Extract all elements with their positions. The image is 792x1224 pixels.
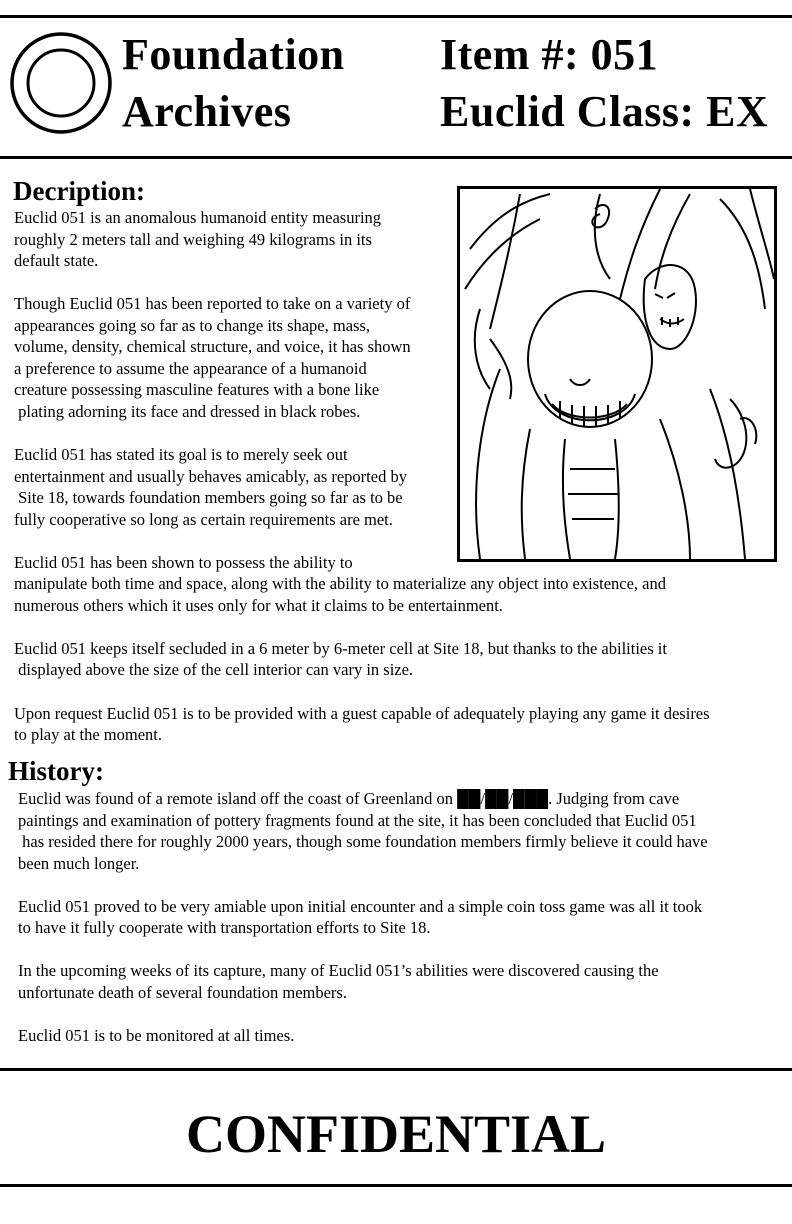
description-text-line: Euclid 051 keeps itself secluded in a 6 meter by 6-meter cell at Site 18, but thanks to the abilities it [14, 638, 667, 658]
history-text-line: to have it fully cooperate with transportation efforts to Site 18. [18, 918, 431, 938]
history-text-line: paintings and examination of pottery fragments found at the site, it has been concluded that Euclid 051 [18, 810, 697, 830]
header-rule [0, 156, 792, 159]
description-text-line: Upon request Euclid 051 is to be provided with a guest capable of adequately playing any game it desires [14, 703, 710, 723]
description-text-line: displayed above the size of the cell interior can vary in size. [14, 660, 414, 680]
top-rule [0, 15, 792, 18]
description-heading: Decription: [13, 176, 145, 206]
description-text-line: numerous others which it uses only for what it claims to be entertainment. [14, 595, 503, 615]
description-text-line: Euclid 051 is an anomalous humanoid entity measuring [14, 208, 382, 227]
history-blank-line [18, 874, 708, 896]
history-blank-line [18, 1003, 708, 1025]
history-blank-line [18, 939, 708, 961]
org-name-line1: Foundation [122, 30, 345, 79]
description-text-line: Euclid 051 has been shown to possess the ability to [14, 552, 353, 572]
foundation-logo-icon [9, 31, 113, 135]
item-number: Item #: 051 [440, 30, 659, 79]
confidential-stamp: CONFIDENTIAL [185, 1104, 607, 1164]
description-blank-line [14, 616, 710, 638]
description-body [14, 207, 710, 746]
description-text-line: plating adorning its face and dressed in black robes. [14, 401, 361, 421]
description-blank-line [14, 530, 710, 552]
description-blank-line [14, 681, 710, 703]
description-text-line: default state. [14, 251, 99, 271]
history-text-line: been much longer. [18, 853, 140, 873]
description-text-line: Euclid 051 has stated its goal is to merely seek out [14, 445, 348, 465]
description-text-line: volume, density, chemical structure, and voice, it has shown [14, 337, 411, 357]
description-text-line: Though Euclid 051 has been reported to take on a variety of [14, 294, 411, 314]
org-name-line2: Archives [122, 87, 292, 136]
footer-top-rule [0, 1068, 792, 1071]
description-text-line: Site 18, towards foundation members going so far as to be [14, 488, 403, 508]
description-text-line: manipulate both time and space, along with the ability to materialize any object into existence, and [14, 574, 666, 594]
history-body [18, 788, 708, 1047]
history-text-line: Euclid 051 proved to be very amiable upon initial encounter and a simple coin toss game was all it took [18, 896, 703, 916]
history-text-line: In the upcoming weeks of its capture, many of Euclid 051’s abilities were discovered causing the [18, 961, 659, 981]
description-blank-line [14, 422, 710, 444]
description-blank-line [14, 272, 710, 294]
history-text-line: has resided there for roughly 2000 years, though some foundation members firmly believe it could have [18, 832, 708, 852]
footer-bottom-rule [0, 1184, 792, 1187]
description-text-line: entertainment and usually behaves amicably, as reported by [14, 466, 407, 486]
description-text-line: to play at the moment. [14, 725, 163, 745]
description-text-line: creature possessing masculine features with a bone like [14, 380, 380, 400]
description-text-line: roughly 2 meters tall and weighing 49 kilograms in its [14, 229, 372, 249]
description-text-line: appearances going so far as to change its shape, mass, [14, 315, 371, 335]
object-class: Euclid Class: EX [440, 87, 769, 136]
history-heading: History: [8, 756, 104, 786]
description-text-line: fully cooperative so long as certain requirements are met. [14, 509, 393, 529]
history-text-line: unfortunate death of several foundation members. [18, 982, 347, 1002]
description-text-line: a preference to assume the appearance of a humanoid [14, 358, 367, 378]
history-text-line: Euclid was found of a remote island off the coast of Greenland on ██/██/███. Judging from cave [18, 789, 680, 808]
history-text-line: Euclid 051 is to be monitored at all times. [18, 1026, 295, 1046]
